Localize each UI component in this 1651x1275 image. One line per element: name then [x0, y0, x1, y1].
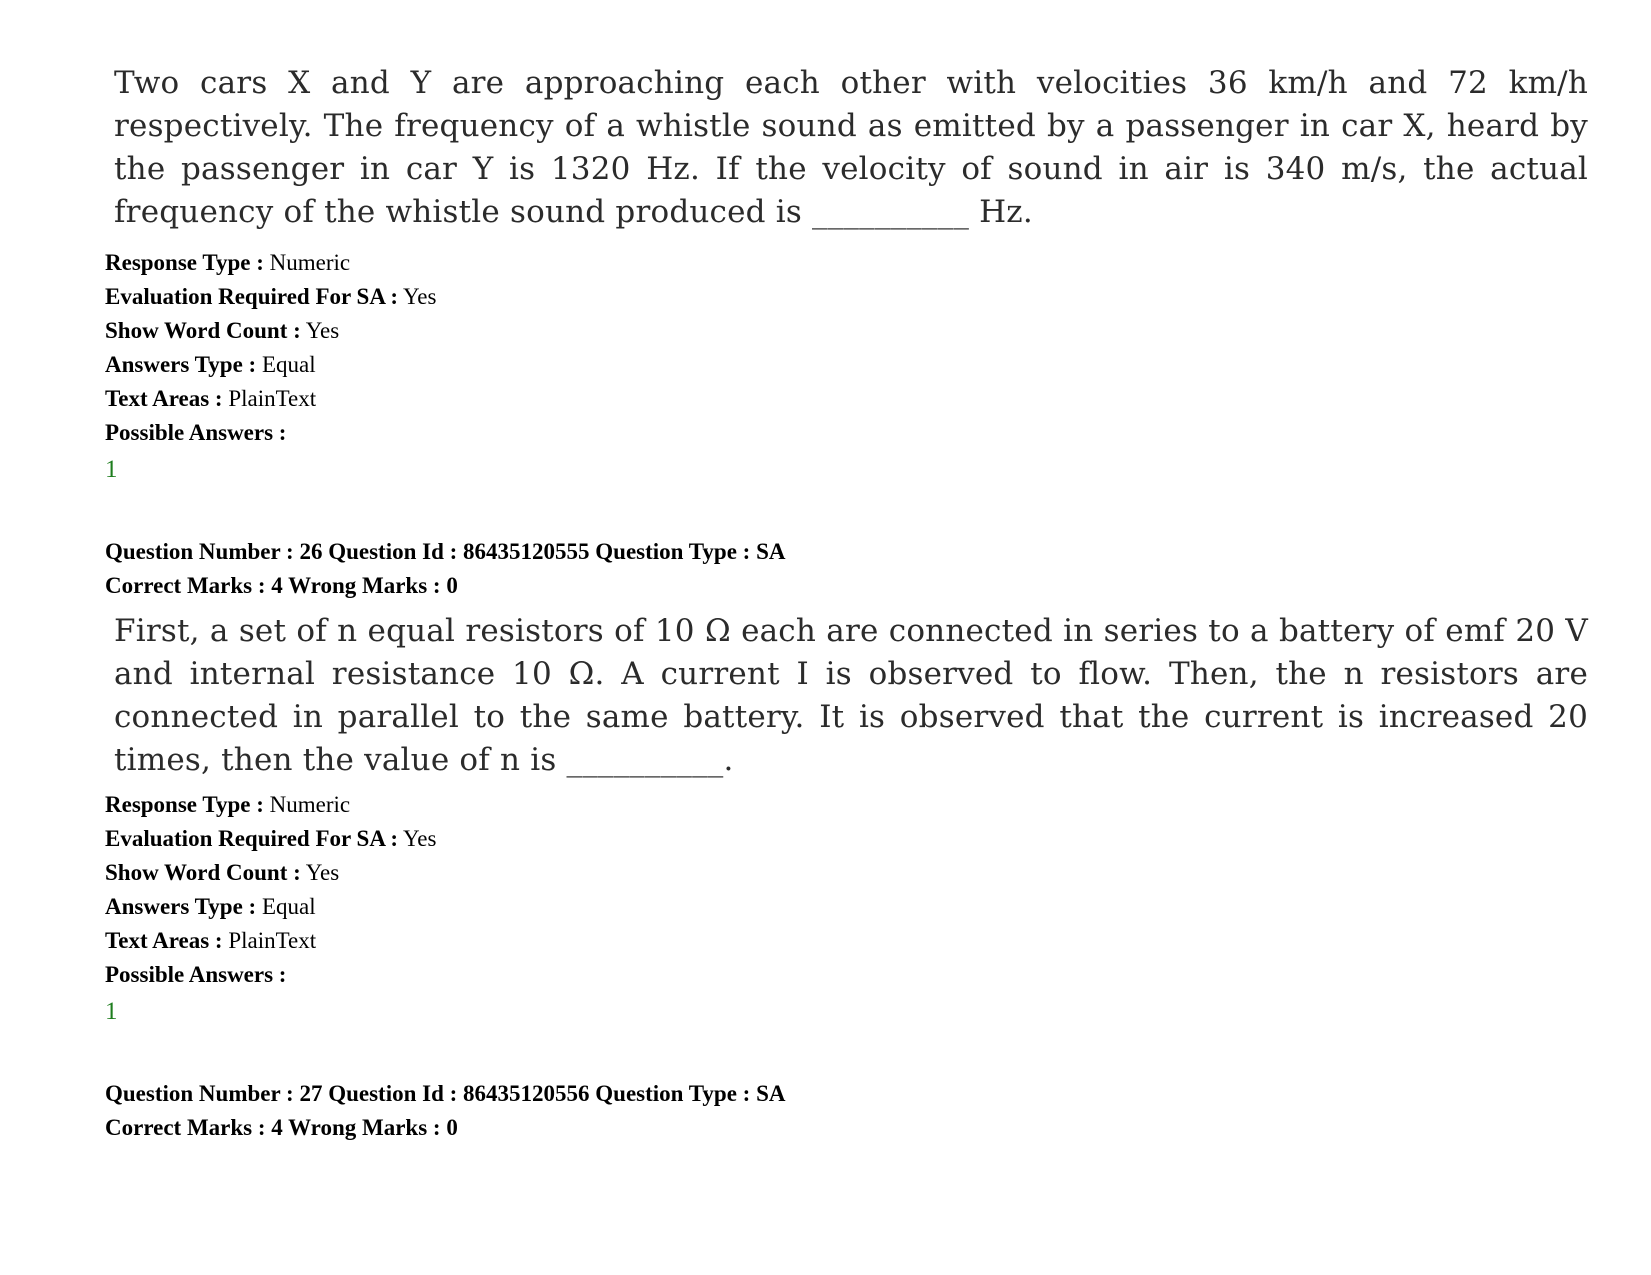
- question-header-27: [105, 1077, 786, 1145]
- question-text-26: First, a set of n equal resistors of 10 Ω each are connected in series to a battery of emf 20 V and internal resistance 10 Ω. A current I is observed to flow. Then, the n resistors are connected in parallel to the same battery. It is observed that the current is increased 20 times, then the value of n is __________.: [114, 613, 1588, 778]
- text-areas-value: PlainText: [228, 928, 317, 953]
- evaluation-value: Yes: [403, 284, 437, 309]
- possible-answers-label: Possible Answers :: [105, 420, 287, 445]
- question-meta-prev: [105, 246, 436, 487]
- word-count-value: Yes: [305, 860, 340, 885]
- question-header-line: Question Number : 26 Question Id : 86435120555 Question Type : SA: [105, 539, 786, 564]
- possible-answers-label: Possible Answers :: [105, 962, 287, 987]
- answers-type-row: [105, 890, 436, 924]
- question-meta-26: [105, 788, 436, 1029]
- answers-type-value: Equal: [261, 894, 316, 919]
- response-type-value: Numeric: [269, 792, 351, 817]
- question-text-prev: Two cars X and Y are approaching each other with velocities 36 km/h and 72 km/h respectively. The frequency of a whistle sound as emitted by a passenger in car X, heard by the passenger in car Y is 1320 Hz. If the velocity of sound in air is 340 m/s, the actual frequency of the whistle sound produced is __________ Hz.: [114, 65, 1588, 230]
- answers-type-label: Answers Type :: [105, 352, 257, 377]
- evaluation-row: [105, 280, 436, 314]
- answers-type-label: Answers Type :: [105, 894, 257, 919]
- response-type-label: Response Type :: [105, 792, 264, 817]
- answers-type-row: [105, 348, 436, 382]
- marks-line: Correct Marks : 4 Wrong Marks : 0: [105, 1115, 458, 1140]
- text-areas-label: Text Areas :: [105, 928, 223, 953]
- possible-answer-value: 1: [105, 456, 118, 483]
- possible-answer-value: 1: [105, 998, 118, 1025]
- word-count-label: Show Word Count :: [105, 318, 301, 343]
- text-areas-label: Text Areas :: [105, 386, 223, 411]
- evaluation-label: Evaluation Required For SA :: [105, 826, 399, 851]
- answers-type-value: Equal: [261, 352, 316, 377]
- word-count-label: Show Word Count :: [105, 860, 301, 885]
- possible-answers-row: [105, 958, 436, 992]
- text-areas-row: [105, 924, 436, 958]
- response-type-row: [105, 246, 436, 280]
- word-count-row: [105, 856, 436, 890]
- word-count-value: Yes: [305, 318, 340, 343]
- question-header-line: Question Number : 27 Question Id : 86435120556 Question Type : SA: [105, 1081, 786, 1106]
- text-areas-row: [105, 382, 436, 416]
- evaluation-value: Yes: [403, 826, 437, 851]
- evaluation-row: [105, 822, 436, 856]
- response-type-label: Response Type :: [105, 250, 264, 275]
- marks-line: Correct Marks : 4 Wrong Marks : 0: [105, 573, 458, 598]
- response-type-row: [105, 788, 436, 822]
- word-count-row: [105, 314, 436, 348]
- text-areas-value: PlainText: [228, 386, 317, 411]
- question-header-26: [105, 535, 786, 603]
- possible-answers-row: [105, 416, 436, 450]
- evaluation-label: Evaluation Required For SA :: [105, 284, 399, 309]
- response-type-value: Numeric: [269, 250, 351, 275]
